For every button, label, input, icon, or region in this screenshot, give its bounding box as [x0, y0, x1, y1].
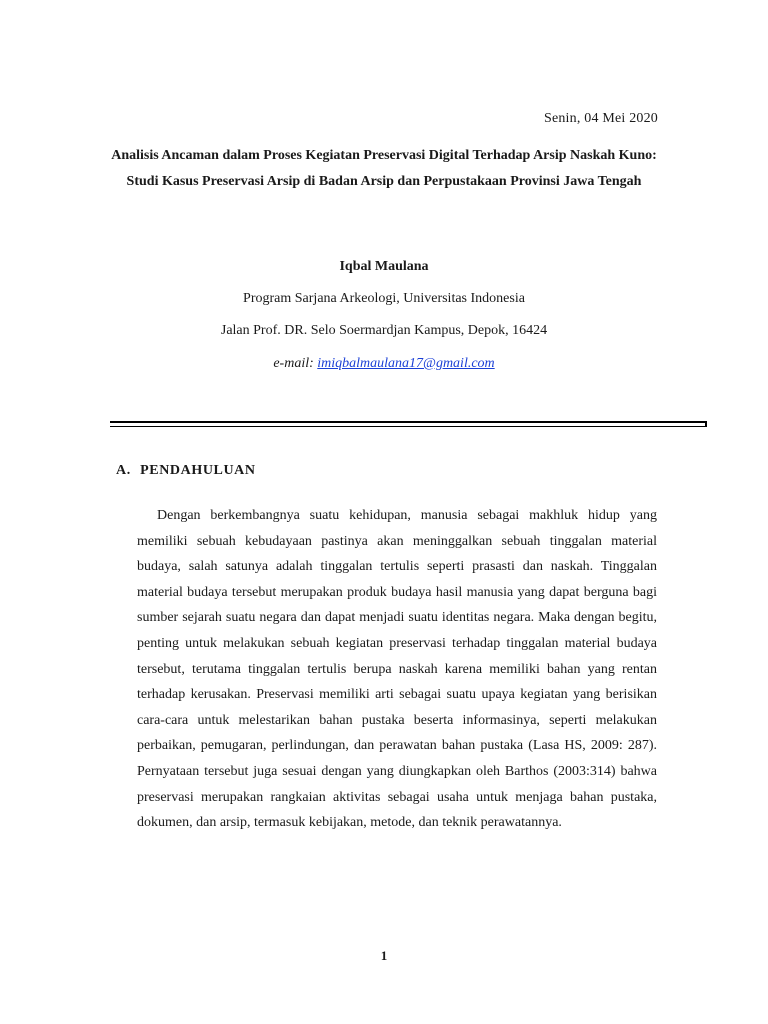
author-address: Jalan Prof. DR. Selo Soermardjan Kampus, Depok, 16424	[220, 323, 548, 338]
section-title: PENDAHULUAN	[140, 463, 256, 478]
page-number: 1	[380, 948, 388, 963]
header-divider-end	[705, 421, 707, 427]
header-divider-thick	[110, 421, 707, 423]
paper-title: Analisis Ancaman dalam Proses Kegiatan Preservasi Digital Terhadap Arsip Naskah Kuno: Studi Kasus Preservasi Arsip di Badan Arsip dan Perpustakaan Provinsi Jawa Tengah	[111, 148, 657, 189]
email-label: e-mail:	[273, 356, 318, 371]
author-program: Program Sarjana Arkeologi, Universitas Indonesia	[243, 291, 525, 306]
email-link[interactable]: imiqbalmaulana17@gmail.com	[317, 356, 495, 371]
header-divider-thin	[110, 426, 707, 427]
author-name: Iqbal Maulana	[339, 259, 429, 274]
body-paragraph: Dengan berkembangnya suatu kehidupan, manusia sebagai makhluk hidup yang memiliki sebuah kebudayaan pastinya akan meninggalkan sebuah tinggalan material budaya, salah satunya adalah tinggalan tertulis seperti prasasti dan naskah. Tinggalan material budaya tersebut merupakan produk budaya hasil manusia yang dapat berguna bagi sumber sejarah suatu negara dan dapat menjadi suatu identitas negara. Maka dengan begitu, penting untuk melakukan sebuah kegiatan preservasi terhadap tinggalan material budaya tersebut, terutama tinggalan tertulis berupa naskah karena memiliki bahan yang rentan terhadap kerusakan. Preservasi memiliki arti sebagai suatu upaya kegiatan yang berisikan cara-cara untuk melestarikan bahan pustaka beserta informasinya, seperti melakukan perbaikan, pemugaran, perlindungan, dan perawatan bahan pustaka (Lasa HS, 2009: 287). Pernyataan tersebut juga sesuai dengan yang diungkapkan oleh Barthos (2003:314) bahwa preservasi merupakan rangkaian aktivitas sebagai usaha untuk menjaga bahan pustaka, dokumen, dan arsip, termasuk kebijakan, metode, dan teknik perawatannya.	[137, 508, 657, 831]
section-number: A.	[116, 463, 131, 478]
author-email-line	[0, 356, 768, 372]
section-heading	[116, 463, 256, 479]
document-date: Senin, 04 Mei 2020	[543, 111, 658, 126]
